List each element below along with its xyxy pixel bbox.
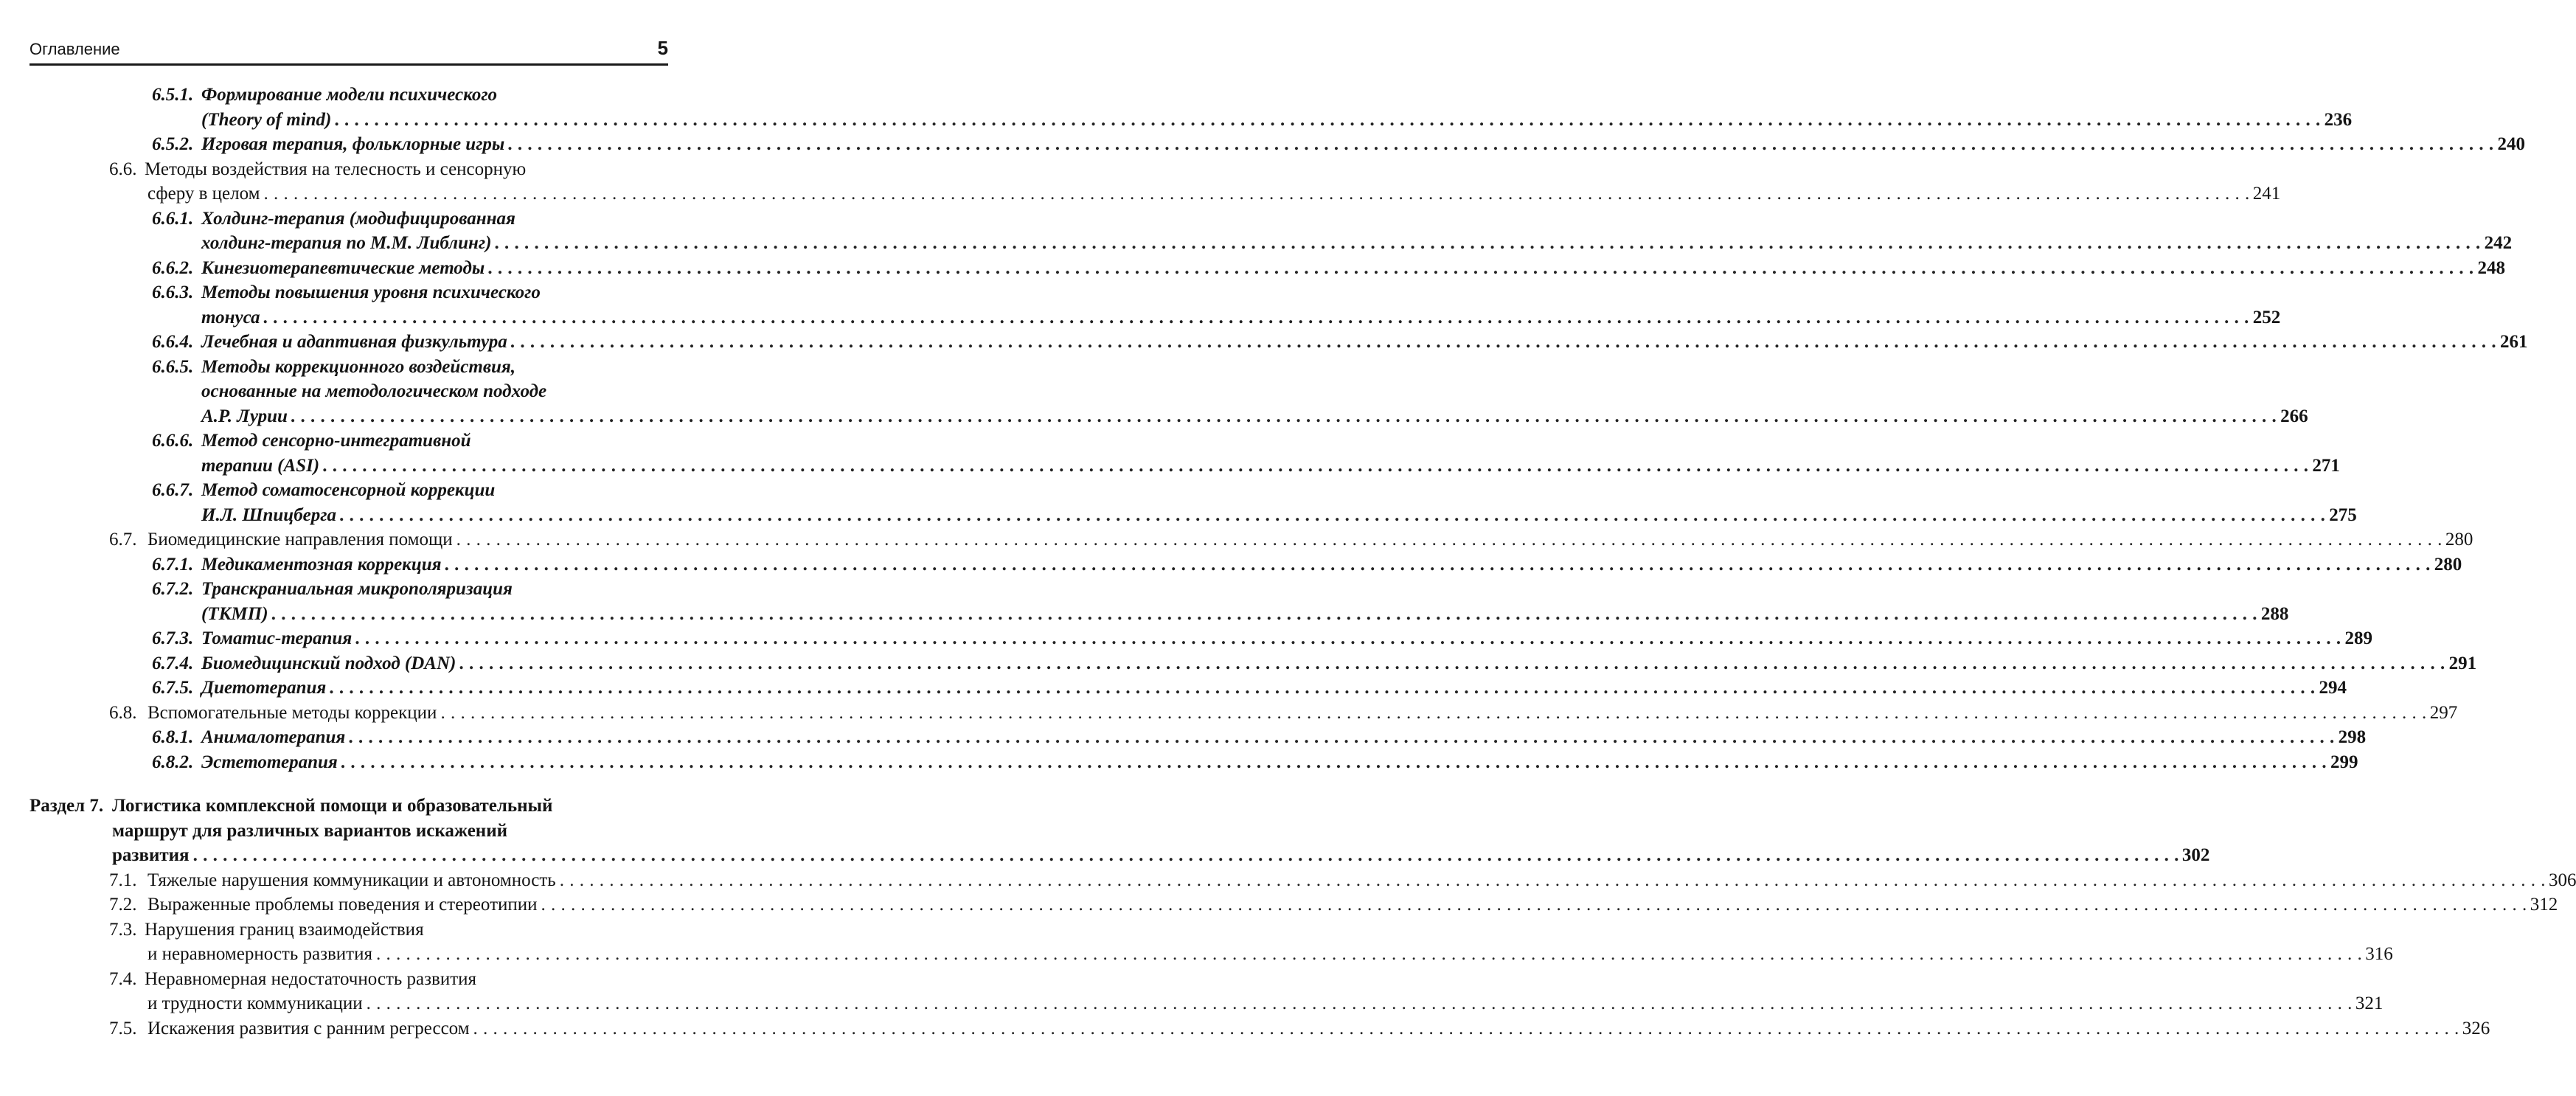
toc-entry-title: Холдинг-терапия (модифицированная — [201, 208, 515, 229]
toc-entry-title: Вспомогательные методы коррекции — [147, 702, 437, 723]
toc-entry[interactable] — [0, 701, 2458, 726]
toc-entry-title: Диетотерапия — [201, 678, 327, 698]
toc-entry-page: 271 — [2312, 455, 2340, 476]
toc-entry-page: 306 — [2548, 870, 2576, 890]
toc-entry-page: 242 — [2484, 233, 2513, 253]
toc-entry[interactable] — [0, 868, 2576, 893]
toc-entry-line — [0, 132, 2526, 157]
toc-entry-page: 302 — [2181, 845, 2210, 865]
toc-entry-line — [0, 602, 2289, 627]
toc-entry-line — [0, 942, 2393, 967]
toc-entry-number: 7.5. — [109, 1018, 137, 1038]
page-number: 5 — [657, 37, 668, 59]
toc-entry[interactable] — [0, 157, 2281, 207]
toc-entry-number: 6.5.1. — [152, 85, 194, 105]
toc-entry-title: и трудности коммуникации — [147, 993, 363, 1013]
toc-entry-number: 6.6.1. — [152, 208, 194, 229]
dot-leader: . . . . . . . . . . . . . . . . . . . . . . . . . . . . . . . . . . . . . . . . . . . . . . . . . . . . . . . . . . . . . . . . . . . . . . . . . . . . . . . . . . . . . . . . . . . . . . . . . . . . . . . . . . . . . . . . . . . . . . . . . . . . . . . . . . . . . . . . . . . . . . . . . . . . . . . . . . . . . . . . . . . . . . . . . . . . . . . . . . . . . . . . . . . . . . . . . . . . . . . . — [192, 845, 2179, 865]
toc-entry-title: Искажения развития с ранним регрессом — [147, 1018, 470, 1038]
toc-entry-line — [0, 330, 2528, 355]
toc-entry-line — [0, 967, 737, 992]
toc-entry-title: (Theory of mind) — [201, 109, 332, 130]
toc-entry-title: Анималотерапия — [201, 727, 346, 747]
toc-entry-title: Методы коррекционного воздействия, — [201, 356, 516, 377]
toc-entry-page: 299 — [2330, 752, 2358, 772]
toc-entry-page: 298 — [2338, 727, 2367, 747]
toc-entry-page: 280 — [2445, 530, 2473, 549]
toc-entry-number: 6.7. — [109, 530, 137, 549]
running-header — [29, 38, 668, 66]
toc-entry-number: 6.5.2. — [152, 134, 194, 154]
toc-entry[interactable] — [0, 83, 2353, 132]
toc-entry[interactable] — [0, 967, 2384, 1016]
toc-entry[interactable] — [0, 256, 2505, 281]
toc-entry-line — [0, 794, 737, 819]
toc-entry-page: 266 — [2280, 406, 2308, 426]
toc-entry-line — [0, 429, 737, 454]
toc-entry-line — [0, 478, 737, 503]
dot-leader: . . . . . . . . . . . . . . . . . . . . . . . . . . . . . . . . . . . . . . . . . . . . . . . . . . . . . . . . . . . . . . . . . . . . . . . . . . . . . . . . . . . . . . . . . . . . . . . . . . . . . . . . . . . . . . . . . . . . . . . . . . . . . . . . . . . . . . . . . . . . . . . . . . . . . . . . . . . . . . . . . . . . . . . . . . . . . . . . . . . . . . . . . . . . . . . . . . . . . . . . — [355, 628, 2342, 648]
dot-leader: . . . . . . . . . . . . . . . . . . . . . . . . . . . . . . . . . . . . . . . . . . . . . . . . . . . . . . . . . . . . . . . . . . . . . . . . . . . . . . . . . . . . . . . . . . . . . . . . . . . . . . . . . . . . . . . . . . . . . . . . . . . . . . . . . . . . . . . . . . . . . . . . . . . . . . . . . . . . . . . . . . . . . . . . . . . . . . . . . . . . . . . . . . . . . . . . . . . . . . . . — [375, 944, 2363, 964]
toc-entry-title: основанные на методологическом подходе — [201, 381, 547, 401]
toc-entry-number: 6.6.7. — [152, 480, 194, 500]
toc-entry-page: 321 — [2355, 993, 2384, 1013]
toc-entry-title: Лечебная и адаптивная физкультура — [201, 332, 507, 352]
toc-entry-page: 294 — [2319, 678, 2347, 698]
toc-entry-line — [0, 108, 2353, 133]
dot-leader: . . . . . . . . . . . . . . . . . . . . . . . . . . . . . . . . . . . . . . . . . . . . . . . . . . . . . . . . . . . . . . . . . . . . . . . . . . . . . . . . . . . . . . . . . . . . . . . . . . . . . . . . . . . . . . . . . . . . . . . . . . . . . . . . . . . . . . . . . . . . . . . . . . . . . . . . . . . . . . . . . . . . . . . . . . . . . . . . . . . . . . . . . . . . . . . . . . . . . . . . — [510, 332, 2498, 352]
toc-entry-line — [0, 892, 2558, 918]
toc-entry-line — [0, 280, 737, 305]
toc-entry[interactable] — [0, 207, 2513, 256]
toc-entry-line — [0, 454, 2340, 479]
toc-entry-title: Томатис-терапия — [201, 628, 353, 648]
toc-entry[interactable] — [0, 429, 2340, 478]
toc-entry-line — [0, 577, 737, 602]
running-header-title: Оглавление — [29, 40, 120, 58]
toc-entry-page: 252 — [2252, 307, 2281, 327]
toc-entry-title: тонуса — [201, 307, 260, 327]
toc-entry-number: 7.4. — [109, 968, 137, 989]
toc-entry-line — [0, 676, 2347, 701]
toc-entry-line — [0, 725, 2367, 750]
dot-leader: . . . . . . . . . . . . . . . . . . . . . . . . . . . . . . . . . . . . . . . . . . . . . . . . . . . . . . . . . . . . . . . . . . . . . . . . . . . . . . . . . . . . . . . . . . . . . . . . . . . . . . . . . . . . . . . . . . . . . . . . . . . . . . . . . . . . . . . . . . . . . . . . . . . . . . . . . . . . . . . . . . . . . . . . . . . . . . . . . . . . . . . . . . . . . . . . . . . . . . . . — [488, 257, 2475, 278]
toc-entry-page: 289 — [2344, 628, 2372, 648]
toc-entry-title: Выраженные проблемы поведения и стереотипии — [147, 895, 538, 915]
toc-entry-number: 6.6.3. — [152, 282, 194, 302]
toc-entry-title: Метод соматосенсорной коррекции — [201, 480, 496, 500]
toc-entry-title: Тяжелые нарушения коммуникации и автономность — [147, 870, 556, 890]
toc-entry[interactable] — [0, 892, 2558, 918]
dot-leader: . . . . . . . . . . . . . . . . . . . . . . . . . . . . . . . . . . . . . . . . . . . . . . . . . . . . . . . . . . . . . . . . . . . . . . . . . . . . . . . . . . . . . . . . . . . . . . . . . . . . . . . . . . . . . . . . . . . . . . . . . . . . . . . . . . . . . . . . . . . . . . . . . . . . . . . . . . . . . . . . . . . . . . . . . . . . . . . . . . . . . . . . . . . . . . . . . . . . . . . . — [473, 1018, 2459, 1038]
toc-entry-line — [0, 83, 737, 108]
toc-entry-line — [0, 527, 2473, 552]
toc-entry-line — [0, 256, 2505, 281]
toc-entry-page: 275 — [2329, 504, 2357, 525]
toc-entry-line — [0, 843, 2210, 868]
toc-entry-title: Логистика комплексной помощи и образовательный — [112, 796, 553, 816]
toc-entry[interactable] — [0, 552, 2462, 578]
dot-leader: . . . . . . . . . . . . . . . . . . . . . . . . . . . . . . . . . . . . . . . . . . . . . . . . . . . . . . . . . . . . . . . . . . . . . . . . . . . . . . . . . . . . . . . . . . . . . . . . . . . . . . . . . . . . . . . . . . . . . . . . . . . . . . . . . . . . . . . . . . . . . . . . . . . . . . . . . . . . . . . . . . . . . . . . . . . . . . . . . . . . . . . . . . . . . . . . . . . . . . . . — [291, 406, 2278, 426]
toc-entry[interactable] — [0, 676, 2347, 701]
dot-leader: . . . . . . . . . . . . . . . . . . . . . . . . . . . . . . . . . . . . . . . . . . . . . . . . . . . . . . . . . . . . . . . . . . . . . . . . . . . . . . . . . . . . . . . . . . . . . . . . . . . . . . . . . . . . . . . . . . . . . . . . . . . . . . . . . . . . . . . . . . . . . . . . . . . . . . . . . . . . . . . . . . . . . . . . . . . . . . . . . . . . . . . . . . . . . . . . . . . . . . . . — [271, 603, 2258, 624]
toc-entry-line — [0, 868, 2576, 893]
toc-entry-number: 6.7.2. — [152, 579, 194, 599]
toc-entry-line — [0, 701, 2458, 726]
toc-entry-number: 7.3. — [109, 919, 137, 940]
toc-entry-title: Методы воздействия на телесность и сенсорную — [145, 159, 527, 179]
toc-entry-page: 236 — [2324, 109, 2353, 130]
toc-entry-line — [0, 991, 2384, 1016]
toc-entry-number: 6.8. — [109, 702, 137, 723]
toc-entry-number: 6.6. — [109, 159, 137, 179]
toc-entry[interactable] — [0, 725, 2367, 750]
toc-entry-number: Раздел 7. — [29, 796, 104, 816]
toc-entry-line — [0, 750, 2358, 775]
toc-entry-number: 6.7.4. — [152, 653, 194, 673]
toc-entry-line — [0, 404, 2308, 429]
toc-entry[interactable] — [0, 626, 2372, 651]
toc-entry-line — [0, 379, 737, 404]
toc-entry-page: 241 — [2252, 184, 2281, 204]
toc-entry-title: Формирование модели психического — [201, 85, 498, 105]
toc-entry-line — [0, 305, 2281, 330]
toc-entry-line — [0, 1016, 2490, 1041]
toc-entry-title: Методы повышения уровня психического — [201, 282, 541, 302]
dot-leader: . . . . . . . . . . . . . . . . . . . . . . . . . . . . . . . . . . . . . . . . . . . . . . . . . . . . . . . . . . . . . . . . . . . . . . . . . . . . . . . . . . . . . . . . . . . . . . . . . . . . . . . . . . . . . . . . . . . . . . . . . . . . . . . . . . . . . . . . . . . . . . . . . . . . . . . . . . . . . . . . . . . . . . . . . . . . . . . . . . . . . . . . . . . . . . . . . . . . . . . . — [456, 530, 2443, 549]
toc-entry[interactable] — [0, 577, 2289, 626]
toc-entry-title: Нарушения границ взаимодействия — [145, 919, 424, 940]
toc-entry-line — [0, 626, 2372, 651]
toc-entry-page: 291 — [2448, 653, 2477, 673]
dot-leader: . . . . . . . . . . . . . . . . . . . . . . . . . . . . . . . . . . . . . . . . . . . . . . . . . . . . . . . . . . . . . . . . . . . . . . . . . . . . . . . . . . . . . . . . . . . . . . . . . . . . . . . . . . . . . . . . . . . . . . . . . . . . . . . . . . . . . . . . . . . . . . . . . . . . . . . . . . . . . . . . . . . . . . . . . . . . . . . . . . . . . . . . . . . . . . . . . . . . . . . . — [263, 184, 2250, 204]
dot-leader: . . . . . . . . . . . . . . . . . . . . . . . . . . . . . . . . . . . . . . . . . . . . . . . . . . . . . . . . . . . . . . . . . . . . . . . . . . . . . . . . . . . . . . . . . . . . . . . . . . . . . . . . . . . . . . . . . . . . . . . . . . . . . . . . . . . . . . . . . . . . . . . . . . . . . . . . . . . . . . . . . . . . . . . . . . . . . . . . . . . . . . . . . . . . . . . . . . . . . . . . — [440, 702, 2427, 723]
toc-entry-title: маршрут для различных вариантов искажений — [112, 820, 507, 841]
dot-leader: . . . . . . . . . . . . . . . . . . . . . . . . . . . . . . . . . . . . . . . . . . . . . . . . . . . . . . . . . . . . . . . . . . . . . . . . . . . . . . . . . . . . . . . . . . . . . . . . . . . . . . . . . . . . . . . . . . . . . . . . . . . . . . . . . . . . . . . . . . . . . . . . . . . . . . . . . . . . . . . . . . . . . . . . . . . . . . . . . . . . . . . . . . . . . . . . . . . . . . . . — [323, 455, 2310, 476]
toc-entry-number: 6.7.1. — [152, 554, 194, 575]
toc-entry-page: 261 — [2500, 332, 2528, 352]
dot-leader: . . . . . . . . . . . . . . . . . . . . . . . . . . . . . . . . . . . . . . . . . . . . . . . . . . . . . . . . . . . . . . . . . . . . . . . . . . . . . . . . . . . . . . . . . . . . . . . . . . . . . . . . . . . . . . . . . . . . . . . . . . . . . . . . . . . . . . . . . . . . . . . . . . . . . . . . . . . . . . . . . . . . . . . . . . . . . . . . . . . . . . . . . . . . . . . . . . . . . . . . — [366, 993, 2353, 1013]
dot-leader: . . . . . . . . . . . . . . . . . . . . . . . . . . . . . . . . . . . . . . . . . . . . . . . . . . . . . . . . . . . . . . . . . . . . . . . . . . . . . . . . . . . . . . . . . . . . . . . . . . . . . . . . . . . . . . . . . . . . . . . . . . . . . . . . . . . . . . . . . . . . . . . . . . . . . . . . . . . . . . . . . . . . . . . . . . . . . . . . . . . . . . . . . . . . . . . . . . . . . . . . — [340, 504, 2327, 525]
toc-entry-title: А.Р. Лурии — [201, 406, 288, 426]
toc-entry[interactable] — [0, 527, 2473, 552]
toc-entry-title: Эстетотерапия — [201, 752, 338, 772]
toc-entry-page: 288 — [2260, 603, 2289, 624]
dot-leader: . . . . . . . . . . . . . . . . . . . . . . . . . . . . . . . . . . . . . . . . . . . . . . . . . . . . . . . . . . . . . . . . . . . . . . . . . . . . . . . . . . . . . . . . . . . . . . . . . . . . . . . . . . . . . . . . . . . . . . . . . . . . . . . . . . . . . . . . . . . . . . . . . . . . . . . . . . . . . . . . . . . . . . . . . . . . . . . . . . . . . . . . . . . . . . . . . . . . . . . . — [541, 895, 2527, 915]
table-of-contents — [0, 83, 2576, 1041]
toc-entry-line — [0, 355, 737, 380]
toc-entry-page: 240 — [2497, 134, 2526, 154]
dot-leader: . . . . . . . . . . . . . . . . . . . . . . . . . . . . . . . . . . . . . . . . . . . . . . . . . . . . . . . . . . . . . . . . . . . . . . . . . . . . . . . . . . . . . . . . . . . . . . . . . . . . . . . . . . . . . . . . . . . . . . . . . . . . . . . . . . . . . . . . . . . . . . . . . . . . . . . . . . . . . . . . . . . . . . . . . . . . . . . . . . . . . . . . . . . . . . . . . . . . . . . . — [495, 233, 2482, 253]
toc-entry-number: 6.6.5. — [152, 356, 194, 377]
toc-entry-line — [0, 819, 737, 844]
dot-leader: . . . . . . . . . . . . . . . . . . . . . . . . . . . . . . . . . . . . . . . . . . . . . . . . . . . . . . . . . . . . . . . . . . . . . . . . . . . . . . . . . . . . . . . . . . . . . . . . . . . . . . . . . . . . . . . . . . . . . . . . . . . . . . . . . . . . . . . . . . . . . . . . . . . . . . . . . . . . . . . . . . . . . . . . . . . . . . . . . . . . . . . . . . . . . . . . . . . . . . . . — [445, 554, 2431, 575]
toc-entry-title: Неравномерная недостаточность развития — [145, 968, 477, 989]
dot-leader: . . . . . . . . . . . . . . . . . . . . . . . . . . . . . . . . . . . . . . . . . . . . . . . . . . . . . . . . . . . . . . . . . . . . . . . . . . . . . . . . . . . . . . . . . . . . . . . . . . . . . . . . . . . . . . . . . . . . . . . . . . . . . . . . . . . . . . . . . . . . . . . . . . . . . . . . . . . . . . . . . . . . . . . . . . . . . . . . . . . . . . . . . . . . . . . . . . . . . . . . — [330, 678, 2316, 698]
dot-leader: . . . . . . . . . . . . . . . . . . . . . . . . . . . . . . . . . . . . . . . . . . . . . . . . . . . . . . . . . . . . . . . . . . . . . . . . . . . . . . . . . . . . . . . . . . . . . . . . . . . . . . . . . . . . . . . . . . . . . . . . . . . . . . . . . . . . . . . . . . . . . . . . . . . . . . . . . . . . . . . . . . . . . . . . . . . . . . . . . . . . . . . . . . . . . . . . . . . . . . . . — [341, 752, 2328, 772]
toc-entry-title: и неравномерность развития — [147, 944, 372, 964]
toc-entry-line — [0, 503, 2357, 528]
toc-section-entry[interactable] — [0, 794, 2210, 868]
toc-entry-title: Биомедицинские направления помощи — [147, 530, 453, 549]
toc-entry-title: сферу в целом — [147, 184, 260, 204]
toc-entry-line — [0, 552, 2462, 578]
toc-entry-page: 280 — [2434, 554, 2462, 575]
toc-entry[interactable] — [0, 651, 2477, 676]
toc-entry-line — [0, 181, 2281, 207]
toc-entry-line — [0, 207, 737, 232]
toc-entry-title: Биомедицинский подход (DAN) — [201, 653, 456, 673]
toc-entry-number: 6.7.3. — [152, 628, 194, 648]
toc-entry-line — [0, 157, 737, 182]
toc-entry-line — [0, 231, 2513, 256]
toc-entry-number: 7.2. — [109, 895, 137, 915]
toc-entry-title: Медикаментозная коррекция — [201, 554, 442, 575]
toc-entry[interactable] — [0, 918, 2393, 967]
toc-entry-number: 6.6.2. — [152, 257, 194, 278]
toc-entry-title: Игровая терапия, фольклорные игры — [201, 134, 505, 154]
dot-leader: . . . . . . . . . . . . . . . . . . . . . . . . . . . . . . . . . . . . . . . . . . . . . . . . . . . . . . . . . . . . . . . . . . . . . . . . . . . . . . . . . . . . . . . . . . . . . . . . . . . . . . . . . . . . . . . . . . . . . . . . . . . . . . . . . . . . . . . . . . . . . . . . . . . . . . . . . . . . . . . . . . . . . . . . . . . . . . . . . . . . . . . . . . . . . . . . . . . . . . . . — [263, 307, 2250, 327]
toc-entry-number: 6.7.5. — [152, 678, 194, 698]
toc-entry[interactable] — [0, 750, 2358, 775]
toc-entry-number: 6.6.4. — [152, 332, 194, 352]
toc-entry-title: развития — [112, 845, 190, 865]
toc-entry[interactable] — [0, 280, 2281, 330]
toc-entry-page: 316 — [2365, 944, 2393, 964]
toc-entry[interactable] — [0, 355, 2308, 429]
toc-entry-title: Транскраниальная микрополяризация — [201, 579, 513, 599]
toc-entry-number: 7.1. — [109, 870, 137, 890]
toc-entry[interactable] — [0, 330, 2528, 355]
toc-entry-number: 6.8.2. — [152, 752, 194, 772]
toc-entry-number: 6.8.1. — [152, 727, 194, 747]
toc-entry-title: Кинезиотерапевтические методы — [201, 257, 485, 278]
toc-entry-number: 6.6.6. — [152, 431, 194, 451]
toc-entry[interactable] — [0, 1016, 2490, 1041]
dot-leader: . . . . . . . . . . . . . . . . . . . . . . . . . . . . . . . . . . . . . . . . . . . . . . . . . . . . . . . . . . . . . . . . . . . . . . . . . . . . . . . . . . . . . . . . . . . . . . . . . . . . . . . . . . . . . . . . . . . . . . . . . . . . . . . . . . . . . . . . . . . . . . . . . . . . . . . . . . . . . . . . . . . . . . . . . . . . . . . . . . . . . . . . . . . . . . . . . . . . . . . . — [459, 653, 2446, 673]
toc-entry-line — [0, 918, 737, 943]
toc-entry[interactable] — [0, 478, 2357, 527]
dot-leader: . . . . . . . . . . . . . . . . . . . . . . . . . . . . . . . . . . . . . . . . . . . . . . . . . . . . . . . . . . . . . . . . . . . . . . . . . . . . . . . . . . . . . . . . . . . . . . . . . . . . . . . . . . . . . . . . . . . . . . . . . . . . . . . . . . . . . . . . . . . . . . . . . . . . . . . . . . . . . . . . . . . . . . . . . . . . . . . . . . . . . . . . . . . . . . . . . . . . . . . . — [559, 870, 2546, 890]
toc-entry-line — [0, 651, 2477, 676]
toc-entry-page: 248 — [2477, 257, 2505, 278]
dot-leader: . . . . . . . . . . . . . . . . . . . . . . . . . . . . . . . . . . . . . . . . . . . . . . . . . . . . . . . . . . . . . . . . . . . . . . . . . . . . . . . . . . . . . . . . . . . . . . . . . . . . . . . . . . . . . . . . . . . . . . . . . . . . . . . . . . . . . . . . . . . . . . . . . . . . . . . . . . . . . . . . . . . . . . . . . . . . . . . . . . . . . . . . . . . . . . . . . . . . . . . . — [335, 109, 2322, 130]
toc-entry-title: холдинг-терапия по М.М. Либлинг) — [201, 233, 492, 253]
toc-entry-page: 297 — [2429, 702, 2458, 723]
dot-leader: . . . . . . . . . . . . . . . . . . . . . . . . . . . . . . . . . . . . . . . . . . . . . . . . . . . . . . . . . . . . . . . . . . . . . . . . . . . . . . . . . . . . . . . . . . . . . . . . . . . . . . . . . . . . . . . . . . . . . . . . . . . . . . . . . . . . . . . . . . . . . . . . . . . . . . . . . . . . . . . . . . . . . . . . . . . . . . . . . . . . . . . . . . . . . . . . . . . . . . . . — [508, 134, 2495, 154]
toc-entry-page: 312 — [2530, 895, 2558, 915]
toc-entry-title: И.Л. Шпицберга — [201, 504, 337, 525]
toc-entry-title: терапии (ASI) — [201, 455, 320, 476]
toc-entry-title: (ТКМП) — [201, 603, 268, 624]
toc-entry-page: 326 — [2462, 1018, 2490, 1038]
dot-leader: . . . . . . . . . . . . . . . . . . . . . . . . . . . . . . . . . . . . . . . . . . . . . . . . . . . . . . . . . . . . . . . . . . . . . . . . . . . . . . . . . . . . . . . . . . . . . . . . . . . . . . . . . . . . . . . . . . . . . . . . . . . . . . . . . . . . . . . . . . . . . . . . . . . . . . . . . . . . . . . . . . . . . . . . . . . . . . . . . . . . . . . . . . . . . . . . . . . . . . . . — [349, 727, 2336, 747]
toc-entry-title: Метод сенсорно-интегративной — [201, 431, 471, 451]
toc-entry[interactable] — [0, 132, 2526, 157]
